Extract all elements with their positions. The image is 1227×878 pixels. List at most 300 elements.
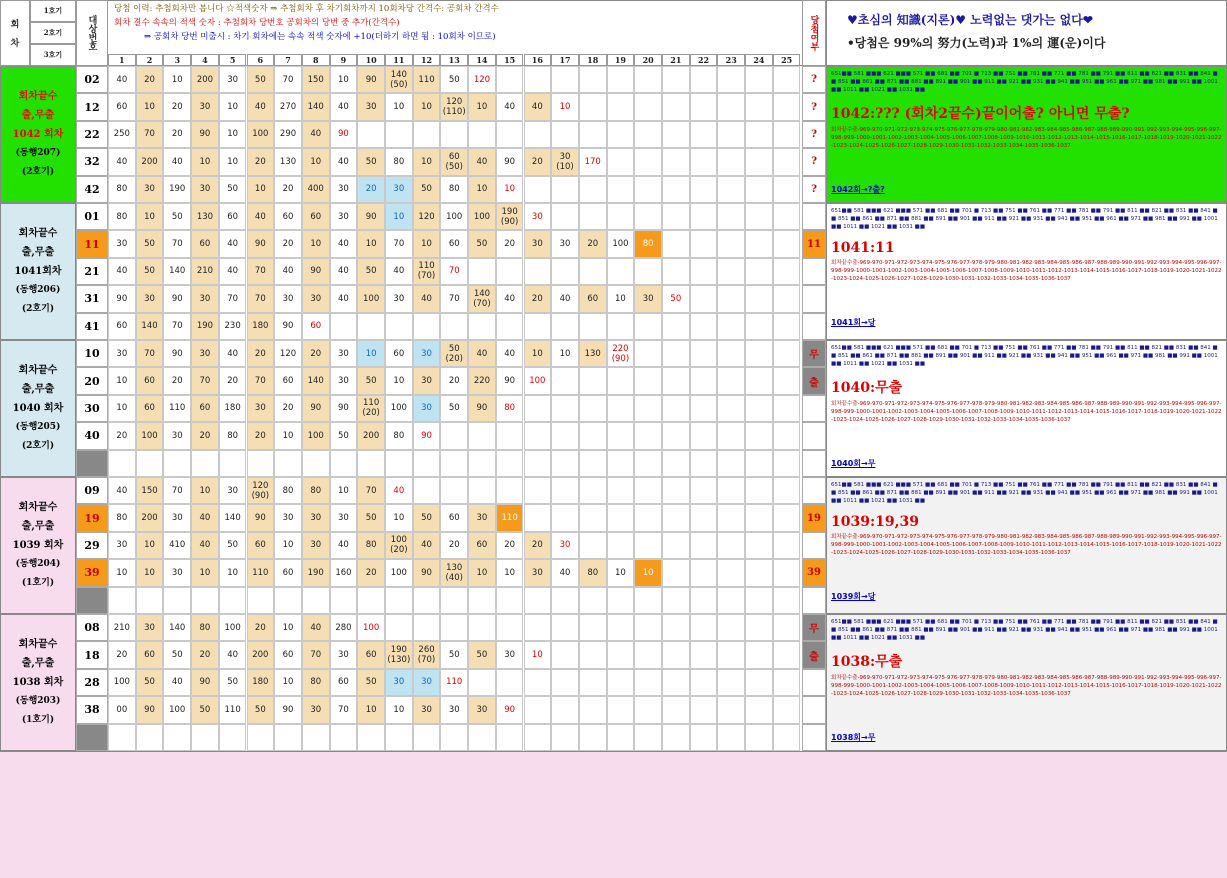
- data-cell: [634, 532, 662, 559]
- data-cell: [662, 367, 690, 394]
- data-cell: 80: [385, 422, 413, 449]
- data-cell: [330, 724, 358, 751]
- data-cell: [745, 285, 773, 312]
- data-cell: [773, 340, 801, 367]
- data-cell: 30: [163, 559, 191, 586]
- group-label-line: 출,무출: [21, 110, 55, 121]
- data-cell: 10: [496, 176, 524, 203]
- group-label: [0, 614, 76, 751]
- target-number: 21: [76, 258, 108, 285]
- data-cell: [607, 258, 635, 285]
- data-cell: 30: [247, 395, 275, 422]
- column-number: 11: [385, 54, 413, 66]
- data-cell: 40: [191, 532, 219, 559]
- data-cell: 30: [302, 504, 330, 531]
- data-cell: 60: [136, 641, 164, 668]
- data-cell: [634, 258, 662, 285]
- data-cell: [607, 203, 635, 230]
- data-cell: [634, 504, 662, 531]
- data-cell: 120: [468, 66, 496, 93]
- data-cell: [440, 614, 468, 641]
- data-cell: [745, 532, 773, 559]
- data-cell: 50: [136, 230, 164, 257]
- data-cell: 10: [136, 532, 164, 559]
- data-cell: 40: [163, 148, 191, 175]
- data-cell: [717, 203, 745, 230]
- data-cell: [607, 66, 635, 93]
- data-cell: 50: [247, 66, 275, 93]
- data-cell: [634, 395, 662, 422]
- data-cell: [745, 66, 773, 93]
- data-cell: 80: [357, 532, 385, 559]
- data-cell: 30: [163, 504, 191, 531]
- data-cell: 40: [496, 93, 524, 120]
- data-cell: [717, 93, 745, 120]
- data-cell: 40: [219, 641, 247, 668]
- group-label: [0, 203, 76, 340]
- data-cell: [108, 724, 136, 751]
- data-cell: [717, 504, 745, 531]
- group-label-line: (2호기): [21, 441, 55, 451]
- group-label-line: 1038 회차: [12, 677, 64, 688]
- data-cell: [607, 313, 635, 340]
- data-cell: [302, 450, 330, 477]
- notes-panel: [826, 340, 1227, 477]
- data-cell: 70: [440, 285, 468, 312]
- data-cell: [607, 587, 635, 614]
- data-cell: [662, 614, 690, 641]
- win-status: [802, 450, 826, 477]
- data-cell: 100: [219, 614, 247, 641]
- data-cell: 10: [385, 367, 413, 394]
- column-number: 10: [357, 54, 385, 66]
- data-cell: [385, 313, 413, 340]
- history-noise: 651■■ 581 ■■■ 621 ■■■ 571 ■■ 681 ■■ 701 ■ 713 ■■ 751 ■■ 761 ■■ 771 ■■ 781 ■■ 791 ■■ 811 ■■ 821 ■■ 831 ■■ 841 ■■ 851 ■■ 861 ■■ 871 ■■ 881 ■■ 891 ■■ 901 ■■ 911 ■■ 921 ■■ 931 ■■ 941 ■■ 951 ■■ 961 ■■ 971 ■■ 981 ■■ 991 ■■ 1001 ■■ 1011 ■■ 1021 ■■ 1031 ■■: [831, 208, 1218, 230]
- data-cell: [163, 587, 191, 614]
- data-cell: 10: [302, 148, 330, 175]
- group-label: [0, 66, 76, 203]
- data-cell: 140: [163, 258, 191, 285]
- data-cell: [717, 258, 745, 285]
- column-number: 19: [607, 54, 635, 66]
- data-cell: 110 (20): [357, 395, 385, 422]
- group-label-line: 출,무출: [21, 384, 55, 395]
- data-cell: 10: [413, 230, 441, 257]
- data-cell: [468, 587, 496, 614]
- data-cell: [634, 450, 662, 477]
- data-cell: 40: [108, 66, 136, 93]
- data-cell: 10: [524, 340, 552, 367]
- history-noise: 651■■ 581 ■■■ 621 ■■■ 571 ■■ 681 ■■ 701 ■ 713 ■■ 751 ■■ 761 ■■ 771 ■■ 781 ■■ 791 ■■ 811 ■■ 821 ■■ 831 ■■ 841 ■■ 851 ■■ 861 ■■ 871 ■■ 881 ■■ 891 ■■ 901 ■■ 911 ■■ 921 ■■ 931 ■■ 941 ■■ 951 ■■ 961 ■■ 971 ■■ 981 ■■ 991 ■■ 1001 ■■ 1011 ■■ 1021 ■■ 1031 ■■: [831, 345, 1218, 367]
- data-cell: [579, 641, 607, 668]
- data-cell: 40: [330, 285, 358, 312]
- data-cell: 60: [302, 203, 330, 230]
- group-label-line: (동행205): [15, 422, 61, 432]
- data-cell: [690, 313, 718, 340]
- data-cell: 210: [108, 614, 136, 641]
- history-noise: 회차끝수출-969-970-971-972-973-974-975-976-977-978-979-980-981-982-983-984-985-986-987-988-989-990-991-992-993-994-995-996-997-998-999-1000-1001-1002-1003-1004-1005-1006-1007-1008-1009-1010-1011-1012-1013-1014-1015-1016-1017-1018-1019-1020-1021-1022-1023-1024-1025-1026-1027-1028-1029-1030-1031-1032-1033-1034-1035-1036-1037: [831, 401, 1222, 423]
- data-cell: 30: [413, 395, 441, 422]
- history-noise: 회차끝수출-969-970-971-972-973-974-975-976-977-978-979-980-981-982-983-984-985-986-987-988-989-990-991-992-993-994-995-996-997-998-999-1000-1001-1002-1003-1004-1005-1006-1007-1008-1009-1010-1011-1012-1013-1014-1015-1016-1017-1018-1019-1020-1021-1022-1023-1024-1025-1026-1027-1028-1029-1030-1031-1032-1033-1034-1035-1036-1037: [831, 260, 1222, 282]
- data-cell: [745, 724, 773, 751]
- data-cell: 20: [191, 641, 219, 668]
- data-cell: 70: [163, 230, 191, 257]
- data-cell: 40: [524, 93, 552, 120]
- data-cell: 80: [302, 477, 330, 504]
- round-label-2: 차: [10, 39, 20, 49]
- note-tag: 1039회→당: [831, 592, 876, 601]
- data-cell: 100: [440, 203, 468, 230]
- data-cell: [579, 66, 607, 93]
- data-cell: [496, 313, 524, 340]
- column-number: 7: [274, 54, 302, 66]
- data-cell: [745, 477, 773, 504]
- group-label-line: (2호기): [21, 167, 55, 177]
- data-cell: [717, 587, 745, 614]
- data-cell: [551, 641, 579, 668]
- data-cell: [690, 176, 718, 203]
- data-cell: [717, 669, 745, 696]
- data-cell: 60: [468, 532, 496, 559]
- data-cell: [690, 203, 718, 230]
- data-cell: [496, 477, 524, 504]
- data-cell: [385, 450, 413, 477]
- data-cell: [634, 203, 662, 230]
- data-cell: 10: [191, 477, 219, 504]
- data-cell: [357, 450, 385, 477]
- data-cell: [690, 532, 718, 559]
- data-cell: [773, 367, 801, 394]
- data-cell: [773, 696, 801, 723]
- column-number: 6: [247, 54, 275, 66]
- data-cell: 30: [413, 696, 441, 723]
- data-cell: 70: [247, 258, 275, 285]
- data-cell: 110: [219, 696, 247, 723]
- data-cell: [551, 696, 579, 723]
- win-status: [802, 285, 826, 312]
- data-cell: 110: [413, 66, 441, 93]
- data-cell: [579, 203, 607, 230]
- target-number: 18: [76, 641, 108, 668]
- data-cell: [745, 614, 773, 641]
- motto-line-1: ♥초심의 知識(지론)♥ 노력없는 댓가는 없다❤: [847, 13, 1093, 27]
- data-cell: [662, 450, 690, 477]
- data-cell: 30: [302, 532, 330, 559]
- data-cell: 30: [191, 176, 219, 203]
- data-cell: [634, 477, 662, 504]
- win-status: [802, 532, 826, 559]
- data-cell: [662, 203, 690, 230]
- data-cell: 30: [330, 176, 358, 203]
- win-status: 무: [802, 340, 826, 367]
- target-number: 12: [76, 93, 108, 120]
- data-cell: [108, 587, 136, 614]
- data-cell: [551, 176, 579, 203]
- data-cell: 30: [357, 93, 385, 120]
- data-cell: 20: [440, 532, 468, 559]
- target-number-header: 대상번호: [76, 0, 108, 66]
- target-number: 22: [76, 121, 108, 148]
- group-label-line: 회차끝수: [18, 228, 58, 239]
- data-cell: 140: [302, 367, 330, 394]
- data-cell: [607, 504, 635, 531]
- data-cell: 30: [108, 230, 136, 257]
- data-cell: [717, 66, 745, 93]
- target-number: 01: [76, 203, 108, 230]
- data-cell: 180: [247, 313, 275, 340]
- data-cell: 30: [413, 340, 441, 367]
- data-cell: 60: [136, 395, 164, 422]
- data-cell: [690, 559, 718, 586]
- target-number: 32: [76, 148, 108, 175]
- data-cell: 80: [108, 504, 136, 531]
- data-cell: 20: [357, 176, 385, 203]
- data-cell: 80: [108, 176, 136, 203]
- column-number: 21: [662, 54, 690, 66]
- data-cell: 10: [468, 93, 496, 120]
- data-cell: [468, 477, 496, 504]
- data-cell: 60: [440, 504, 468, 531]
- notes-panel: [826, 203, 1227, 340]
- data-cell: 60: [302, 313, 330, 340]
- data-cell: [551, 258, 579, 285]
- data-cell: 50: [219, 176, 247, 203]
- group-label-line: 출,무출: [21, 658, 55, 669]
- data-cell: [524, 422, 552, 449]
- data-cell: 10: [274, 422, 302, 449]
- data-cell: 10: [247, 176, 275, 203]
- data-cell: 90: [191, 669, 219, 696]
- target-number: [76, 450, 108, 477]
- data-cell: 110: [496, 504, 524, 531]
- data-cell: [634, 614, 662, 641]
- data-cell: 110: [163, 395, 191, 422]
- win-status: 출: [802, 641, 826, 668]
- data-cell: [524, 504, 552, 531]
- data-cell: [745, 203, 773, 230]
- data-cell: 30: [468, 696, 496, 723]
- data-cell: 130: [191, 203, 219, 230]
- column-number: 22: [690, 54, 718, 66]
- data-cell: [690, 422, 718, 449]
- data-cell: [413, 587, 441, 614]
- data-cell: 30: [108, 340, 136, 367]
- data-cell: [607, 121, 635, 148]
- data-cell: [302, 724, 330, 751]
- data-cell: [634, 176, 662, 203]
- data-cell: 50: [330, 422, 358, 449]
- data-cell: 120 (110): [440, 93, 468, 120]
- data-cell: 60: [219, 203, 247, 230]
- data-cell: [468, 121, 496, 148]
- data-cell: 100: [136, 422, 164, 449]
- data-cell: 10: [357, 230, 385, 257]
- data-cell: [634, 367, 662, 394]
- data-cell: [579, 367, 607, 394]
- data-cell: 20: [247, 614, 275, 641]
- data-cell: [551, 450, 579, 477]
- data-cell: 30: [551, 532, 579, 559]
- data-cell: [662, 724, 690, 751]
- data-cell: 10: [385, 203, 413, 230]
- data-cell: [524, 450, 552, 477]
- data-cell: 90: [302, 395, 330, 422]
- group-label-line: (동행207): [15, 148, 61, 158]
- data-cell: 70: [136, 121, 164, 148]
- data-cell: [690, 148, 718, 175]
- data-cell: 20: [274, 230, 302, 257]
- data-cell: 90: [496, 148, 524, 175]
- data-cell: 90: [163, 340, 191, 367]
- data-cell: 90: [330, 121, 358, 148]
- data-cell: 40: [219, 230, 247, 257]
- motto-box: [826, 0, 1227, 66]
- data-cell: 40: [247, 93, 275, 120]
- data-cell: 40: [108, 148, 136, 175]
- data-cell: [773, 258, 801, 285]
- data-cell: [690, 367, 718, 394]
- data-cell: [773, 93, 801, 120]
- data-cell: [163, 724, 191, 751]
- win-status: 11: [802, 230, 826, 257]
- history-noise: 회차끝수출-969-970-971-972-973-974-975-976-977-978-979-980-981-982-983-984-985-986-987-988-989-990-991-992-993-994-995-996-997-998-999-1000-1001-1002-1003-1004-1005-1006-1007-1008-1009-1010-1011-1012-1013-1014-1015-1016-1017-1018-1019-1020-1021-1022-1023-1024-1025-1026-1027-1028-1029-1030-1031-1032-1033-1034-1035-1036-1037: [831, 127, 1222, 149]
- data-cell: 30: [551, 230, 579, 257]
- data-cell: [191, 450, 219, 477]
- data-cell: [579, 93, 607, 120]
- data-cell: [717, 477, 745, 504]
- group-label-line: (동행203): [15, 696, 61, 706]
- data-cell: [745, 230, 773, 257]
- data-cell: [219, 724, 247, 751]
- target-number: 28: [76, 669, 108, 696]
- data-cell: 90: [330, 395, 358, 422]
- column-number: 23: [717, 54, 745, 66]
- data-cell: [717, 614, 745, 641]
- data-cell: [634, 340, 662, 367]
- note-title: 1042:??? (회차2끝수)끝이어출? 아니면 무출?: [831, 106, 1130, 122]
- data-cell: [745, 450, 773, 477]
- data-cell: [496, 724, 524, 751]
- data-cell: [690, 450, 718, 477]
- data-cell: 30: [191, 93, 219, 120]
- data-cell: 10: [219, 148, 247, 175]
- data-cell: [662, 641, 690, 668]
- data-cell: 50: [219, 532, 247, 559]
- data-cell: 290: [274, 121, 302, 148]
- data-cell: [745, 340, 773, 367]
- data-cell: 400: [302, 176, 330, 203]
- data-cell: [607, 450, 635, 477]
- data-cell: 30: [274, 504, 302, 531]
- target-number: 20: [76, 367, 108, 394]
- data-cell: [773, 641, 801, 668]
- data-cell: 30: [634, 285, 662, 312]
- data-cell: [524, 477, 552, 504]
- win-status: [802, 258, 826, 285]
- win-status: ?: [802, 176, 826, 203]
- data-cell: 50: [662, 285, 690, 312]
- data-cell: 20: [191, 422, 219, 449]
- data-cell: 410: [163, 532, 191, 559]
- data-cell: [440, 313, 468, 340]
- data-cell: [773, 669, 801, 696]
- data-cell: 40: [108, 477, 136, 504]
- data-cell: 170: [579, 148, 607, 175]
- legend-line-3: ⇒ 공회차 당번 미출시 : 차기 회차에는 속속 적색 숫자에 +10(더하기 하면 됨 : 10회차 이므로): [144, 32, 496, 42]
- data-cell: 40: [496, 340, 524, 367]
- group-label-line: 회차끝수: [18, 91, 58, 102]
- data-cell: 40: [219, 258, 247, 285]
- column-number: 5: [219, 54, 247, 66]
- note-tag: 1040회→무: [831, 459, 876, 468]
- group-label-line: 출,무출: [21, 247, 55, 258]
- motto-line-2: •당첨은 99%의 努力(노력)과 1%의 運(운)이다: [847, 36, 1106, 50]
- data-cell: [136, 724, 164, 751]
- data-cell: 10: [108, 395, 136, 422]
- data-cell: [496, 422, 524, 449]
- data-cell: 20: [496, 230, 524, 257]
- win-status: 19: [802, 504, 826, 531]
- data-cell: 70: [440, 258, 468, 285]
- data-cell: 70: [357, 477, 385, 504]
- data-cell: [440, 422, 468, 449]
- data-cell: 140 (50): [385, 66, 413, 93]
- data-cell: [690, 93, 718, 120]
- data-cell: 30: [524, 559, 552, 586]
- win-status: [802, 587, 826, 614]
- target-number: 38: [76, 696, 108, 723]
- data-cell: [745, 696, 773, 723]
- data-cell: [773, 450, 801, 477]
- data-cell: [607, 696, 635, 723]
- column-number: 13: [440, 54, 468, 66]
- group-label-line: (1호기): [21, 715, 55, 725]
- column-number: 18: [579, 54, 607, 66]
- data-cell: [690, 614, 718, 641]
- column-number: 25: [773, 54, 801, 66]
- data-cell: 70: [302, 641, 330, 668]
- data-cell: 90: [357, 66, 385, 93]
- data-cell: [690, 230, 718, 257]
- data-cell: [717, 121, 745, 148]
- data-cell: [163, 450, 191, 477]
- data-cell: 50: [440, 641, 468, 668]
- note-title: 1039:19,39: [831, 514, 919, 530]
- data-cell: [773, 477, 801, 504]
- data-cell: 180: [247, 669, 275, 696]
- data-cell: [551, 395, 579, 422]
- group-label-line: 1040 회차: [12, 403, 64, 414]
- data-cell: [634, 669, 662, 696]
- data-cell: 90: [247, 504, 275, 531]
- column-number: 17: [551, 54, 579, 66]
- data-cell: 60: [274, 203, 302, 230]
- data-cell: 70: [191, 367, 219, 394]
- data-cell: 190 (130): [385, 641, 413, 668]
- data-cell: [524, 313, 552, 340]
- data-cell: [551, 669, 579, 696]
- data-cell: 30: [496, 641, 524, 668]
- data-cell: [468, 422, 496, 449]
- data-cell: 30: [385, 669, 413, 696]
- data-cell: 30: [330, 367, 358, 394]
- group-label-line: 회차끝수: [18, 502, 58, 513]
- data-cell: 60: [191, 395, 219, 422]
- data-cell: 10: [136, 559, 164, 586]
- data-cell: 10: [330, 477, 358, 504]
- data-cell: 20: [219, 367, 247, 394]
- data-cell: 110: [247, 559, 275, 586]
